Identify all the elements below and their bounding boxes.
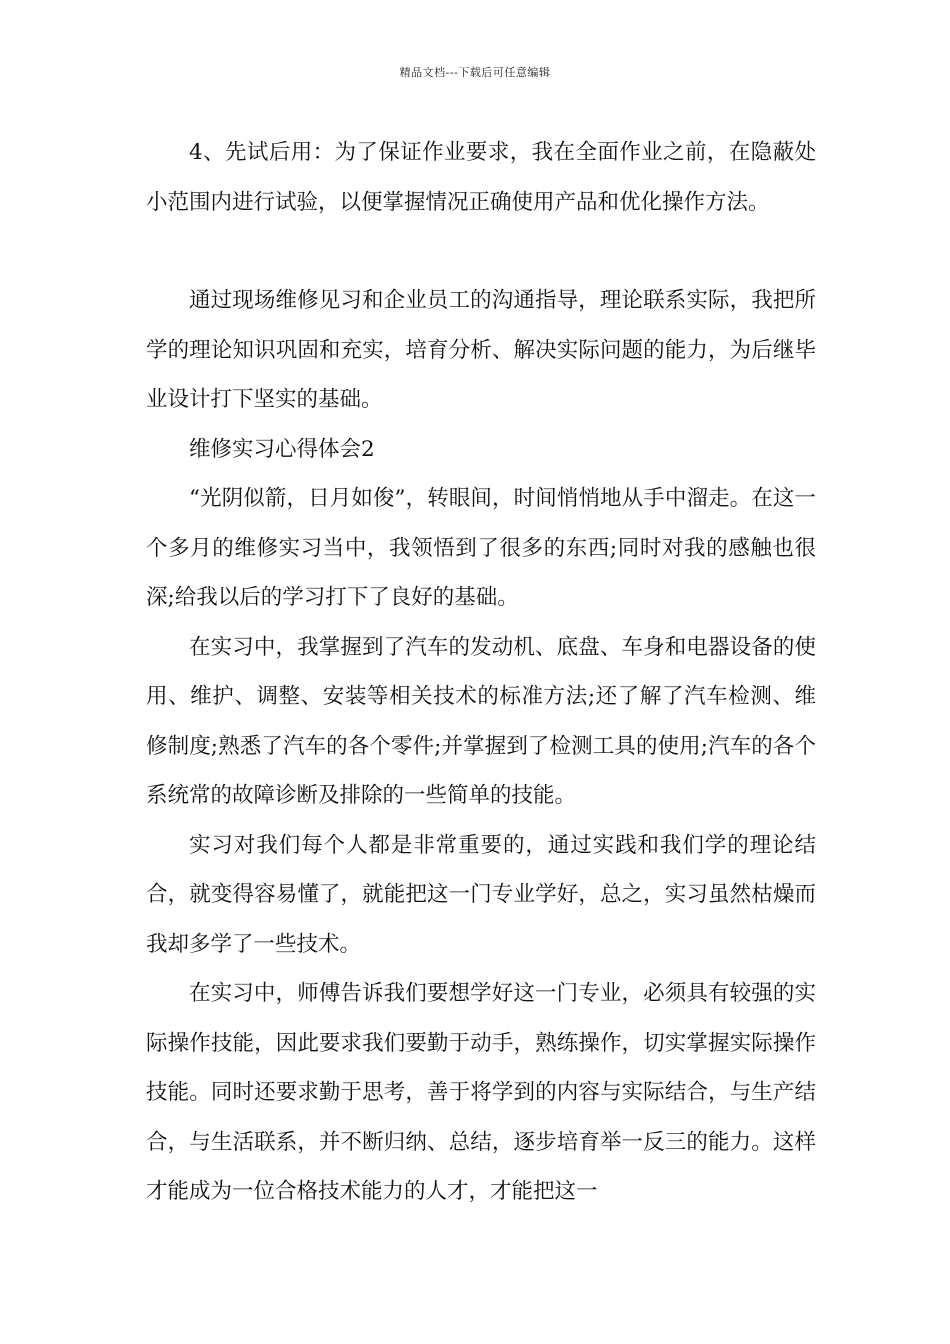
paragraph-gap <box>146 227 816 276</box>
paragraph-master-advice: 在实习中，师傅告诉我们要想学好这一门专业，必须具有较强的实际操作技能，因此要求我们要勤于动手，熟练操作，切实掌握实际操作技能。同时还要求勤于思考，善于将学到的内容与实际结合，与生产结合，与生活联系，并不断归纳、总结，逐步培育举一反三的能力。这样才能成为一位合格技术能力的人才，才能把这一 <box>146 981 816 1204</box>
document-body <box>146 128 816 1217</box>
paragraph-practice-summary: 通过现场维修见习和企业员工的沟通指导，理论联系实际，我把所学的理论知识巩固和充实，培育分析、解决实际问题的能力，为后继毕业设计打下坚实的基础。 <box>146 288 816 412</box>
paragraph-importance: 实习对我们每个人都是非常重要的，通过实践和我们学的理论结合，就变得容易懂了，就能把这一门专业学好，总之，实习虽然枯燥而我却多学了一些技术。 <box>146 832 816 957</box>
section-heading: 维修实习心得体会2 <box>189 436 375 462</box>
paragraph-skills-learned: 在实习中，我掌握到了汽车的发动机、底盘、车身和电器设备的使用、维护、调整、安装等相关技术的标准方法;还了解了汽车检测、维修制度;熟悉了汽车的各个零件;并掌握到了检测工具的使用;汽车的各个系统常的故障诊断及排除的一些简单的技能。 <box>146 634 816 808</box>
paragraph-time-flies: “光阴似箭，日月如俊”，转眼间，时间悄悄地从手中溜走。在这一个多月的维修实习当中，我领悟到了很多的东西;同时对我的感触也很深;给我以后的学习打下了良好的基础。 <box>146 486 816 610</box>
page-header: 精品文档---下载后可任意编辑 <box>399 66 551 79</box>
paragraph-trial-use: 4、先试后用：为了保证作业要求，我在全面作业之前，在隐蔽处小范围内进行试验，以便掌握情况正确使用产品和优化操作方法。 <box>146 140 816 215</box>
